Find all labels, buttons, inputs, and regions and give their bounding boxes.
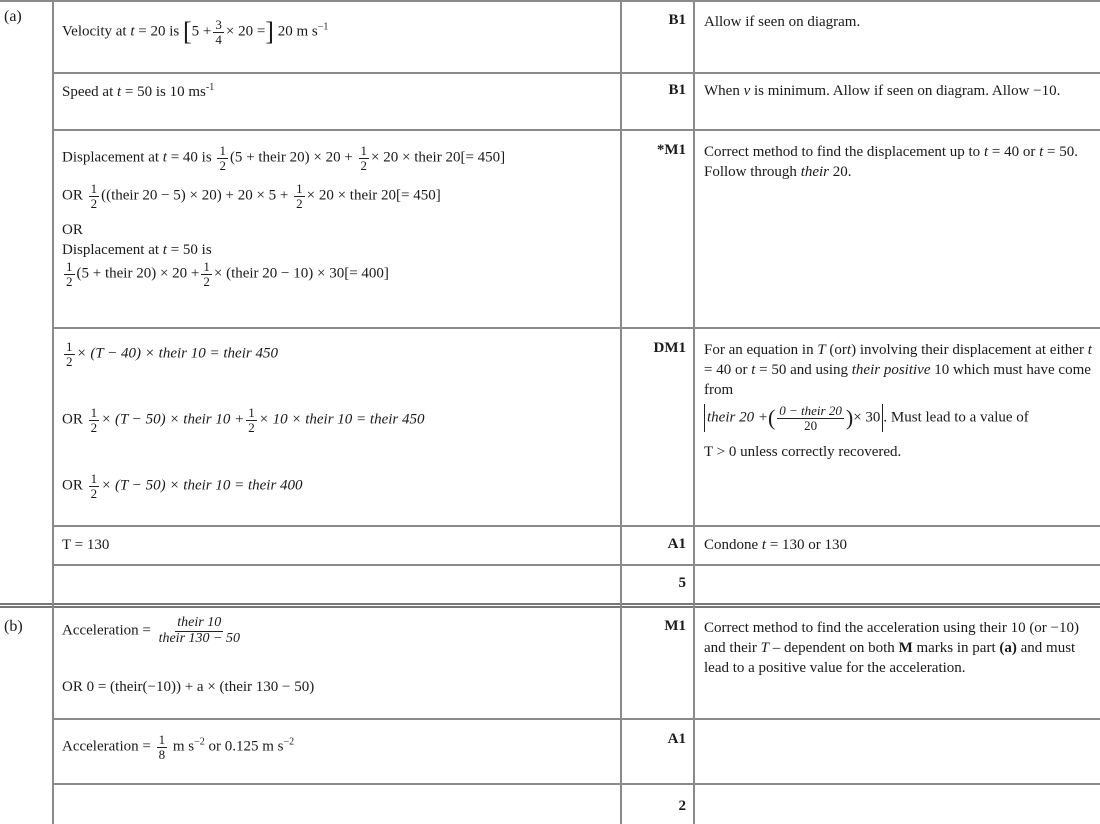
fraction-half: $\frac{1}{2}$ — [90, 471, 98, 501]
fraction-half: $\frac{1}{2}$ — [360, 143, 368, 173]
answer-acceleration-method — [62, 616, 612, 697]
answer-equation-T — [62, 340, 612, 512]
acceleration-line-1: Acceleration = $\frac{\text{their 10}}{\text{their 130 − 50}}$ — [62, 615, 240, 646]
row-divider — [52, 718, 1100, 720]
displacement-line-1: Displacement at t = 40 is $\frac{1}{2}$ (5 + their 20) × 20 + $\frac{1}{2}$ × 20 × their 20[= 450] — [62, 143, 506, 173]
mark-code: DM1 — [653, 340, 686, 356]
column-divider — [52, 0, 54, 824]
fraction-half: $\frac{1}{2}$ — [66, 339, 73, 369]
bracket-open: [ — [182, 17, 192, 47]
bracket-close: ] — [265, 17, 274, 47]
displacement-line-2: OR $\frac{1}{2}$ ((their 20 − 5) × 20) + 20 × 5 + $\frac{1}{2}$ × 20 × their 20[= 450] — [62, 181, 441, 211]
abs-expression: their 20 +( $\frac{\text{0 − their 20}}{20}$ )× 30 . Must lead to a value of — [704, 404, 1096, 442]
mark-code: A1 — [667, 731, 686, 747]
equation-line-1: $\frac{1}{2}$ × (T − 40) × their 10 = their 450 — [66, 339, 278, 369]
fraction-half: $\frac{1}{2}$ — [90, 405, 98, 435]
part-divider — [0, 603, 1100, 608]
answer-velocity: Velocity at t = 20 is [5 + $\frac{3}{4}$ × 20 =] 20 m $s^{-1}$ — [62, 17, 329, 47]
guidance-text: Correct method to find the acceleration using their 10 (or −10) and their T – dependent on both M marks in part (a) and must lead to a positive value for the acceleration. — [704, 620, 1080, 676]
row-divider — [52, 525, 1100, 527]
guidance-text: Allow if seen on diagram. — [704, 14, 861, 30]
mark-code: A1 — [667, 536, 686, 552]
row-divider — [52, 783, 1100, 785]
guidance-text: Condone t = 130 or 130 — [704, 537, 848, 553]
mark-code: M1 — [664, 618, 686, 634]
table-top-border — [0, 0, 1100, 2]
fraction-half: $\frac{1}{2}$ — [203, 259, 210, 289]
or-label: OR — [62, 222, 83, 238]
fraction: $\frac{\text{their 10}}{\text{their 130 − 50}}$ — [158, 615, 240, 646]
mark-code: B1 — [668, 12, 686, 28]
row-divider — [52, 327, 1100, 329]
displacement-line-5: $\frac{1}{2}$ (5 + their 20) × 20 + $\frac{1}{2}$ × (their 20 − 10) × 30[= 400] — [66, 259, 389, 289]
equation-line-2: OR $\frac{1}{2}$ × (T − 50) × their 10 + $\frac{1}{2}$ × 10 × their 10 = their 450 — [62, 405, 425, 435]
equation-line-3: OR $\frac{1}{2}$ × (T − 50) × their 10 = their 400 — [62, 471, 303, 501]
mark-code: B1 — [668, 82, 686, 98]
guidance-text: For an equation in T (ort) involving their displacement at either t = 40 or t = 50 and using their positive 10 which must have come from their 20 +( $\frac{\text{0 − their 20}}{20}$ )× 30 . Must lead to a value of T > 0 unless correctly recovered. — [704, 340, 1096, 462]
fraction: $\frac{3}{4}$ — [215, 17, 222, 47]
fraction: $\frac{\text{0 − their 20}}{20}$ — [779, 403, 842, 433]
part-label-a: (a) — [4, 8, 22, 25]
acceleration-line-2: OR 0 = (their(−10)) + a × (their 130 − 50) — [62, 679, 315, 695]
part-a-total-marks: 5 — [678, 575, 686, 591]
answer-speed: Speed at t = 50 is 10 $ms^{-1}$ — [62, 82, 215, 100]
guidance-text: When v is minimum. Allow if seen on diagram. Allow −10. — [704, 83, 1061, 99]
part-label-b: (b) — [4, 618, 23, 635]
guidance-text: Correct method to find the displacement up to t = 40 or t = 50. Follow through their 20. — [704, 144, 1078, 180]
fraction-half: $\frac{1}{2}$ — [90, 181, 98, 211]
row-divider — [52, 564, 1100, 566]
answer-displacement — [62, 144, 612, 298]
part-b-total-marks: 2 — [678, 798, 686, 814]
fraction: $\frac{1}{8}$ — [158, 732, 166, 762]
column-divider — [620, 0, 622, 824]
fraction-half: $\frac{1}{2}$ — [248, 405, 255, 435]
column-divider — [693, 0, 695, 824]
fraction-half: $\frac{1}{2}$ — [296, 181, 303, 211]
answer-T: T = 130 — [62, 537, 110, 553]
displacement-line-4: Displacement at t = 50 is — [62, 242, 212, 258]
fraction-half: $\frac{1}{2}$ — [219, 143, 226, 173]
mark-code: *M1 — [656, 142, 686, 158]
fraction-half: $\frac{1}{2}$ — [66, 259, 73, 289]
row-divider — [52, 129, 1100, 131]
row-divider — [52, 72, 1100, 74]
answer-acceleration-value: Acceleration = $\frac{1}{8}$ m $s^{-2}$ or 0.125 m $s^{-2}$ — [62, 732, 295, 762]
